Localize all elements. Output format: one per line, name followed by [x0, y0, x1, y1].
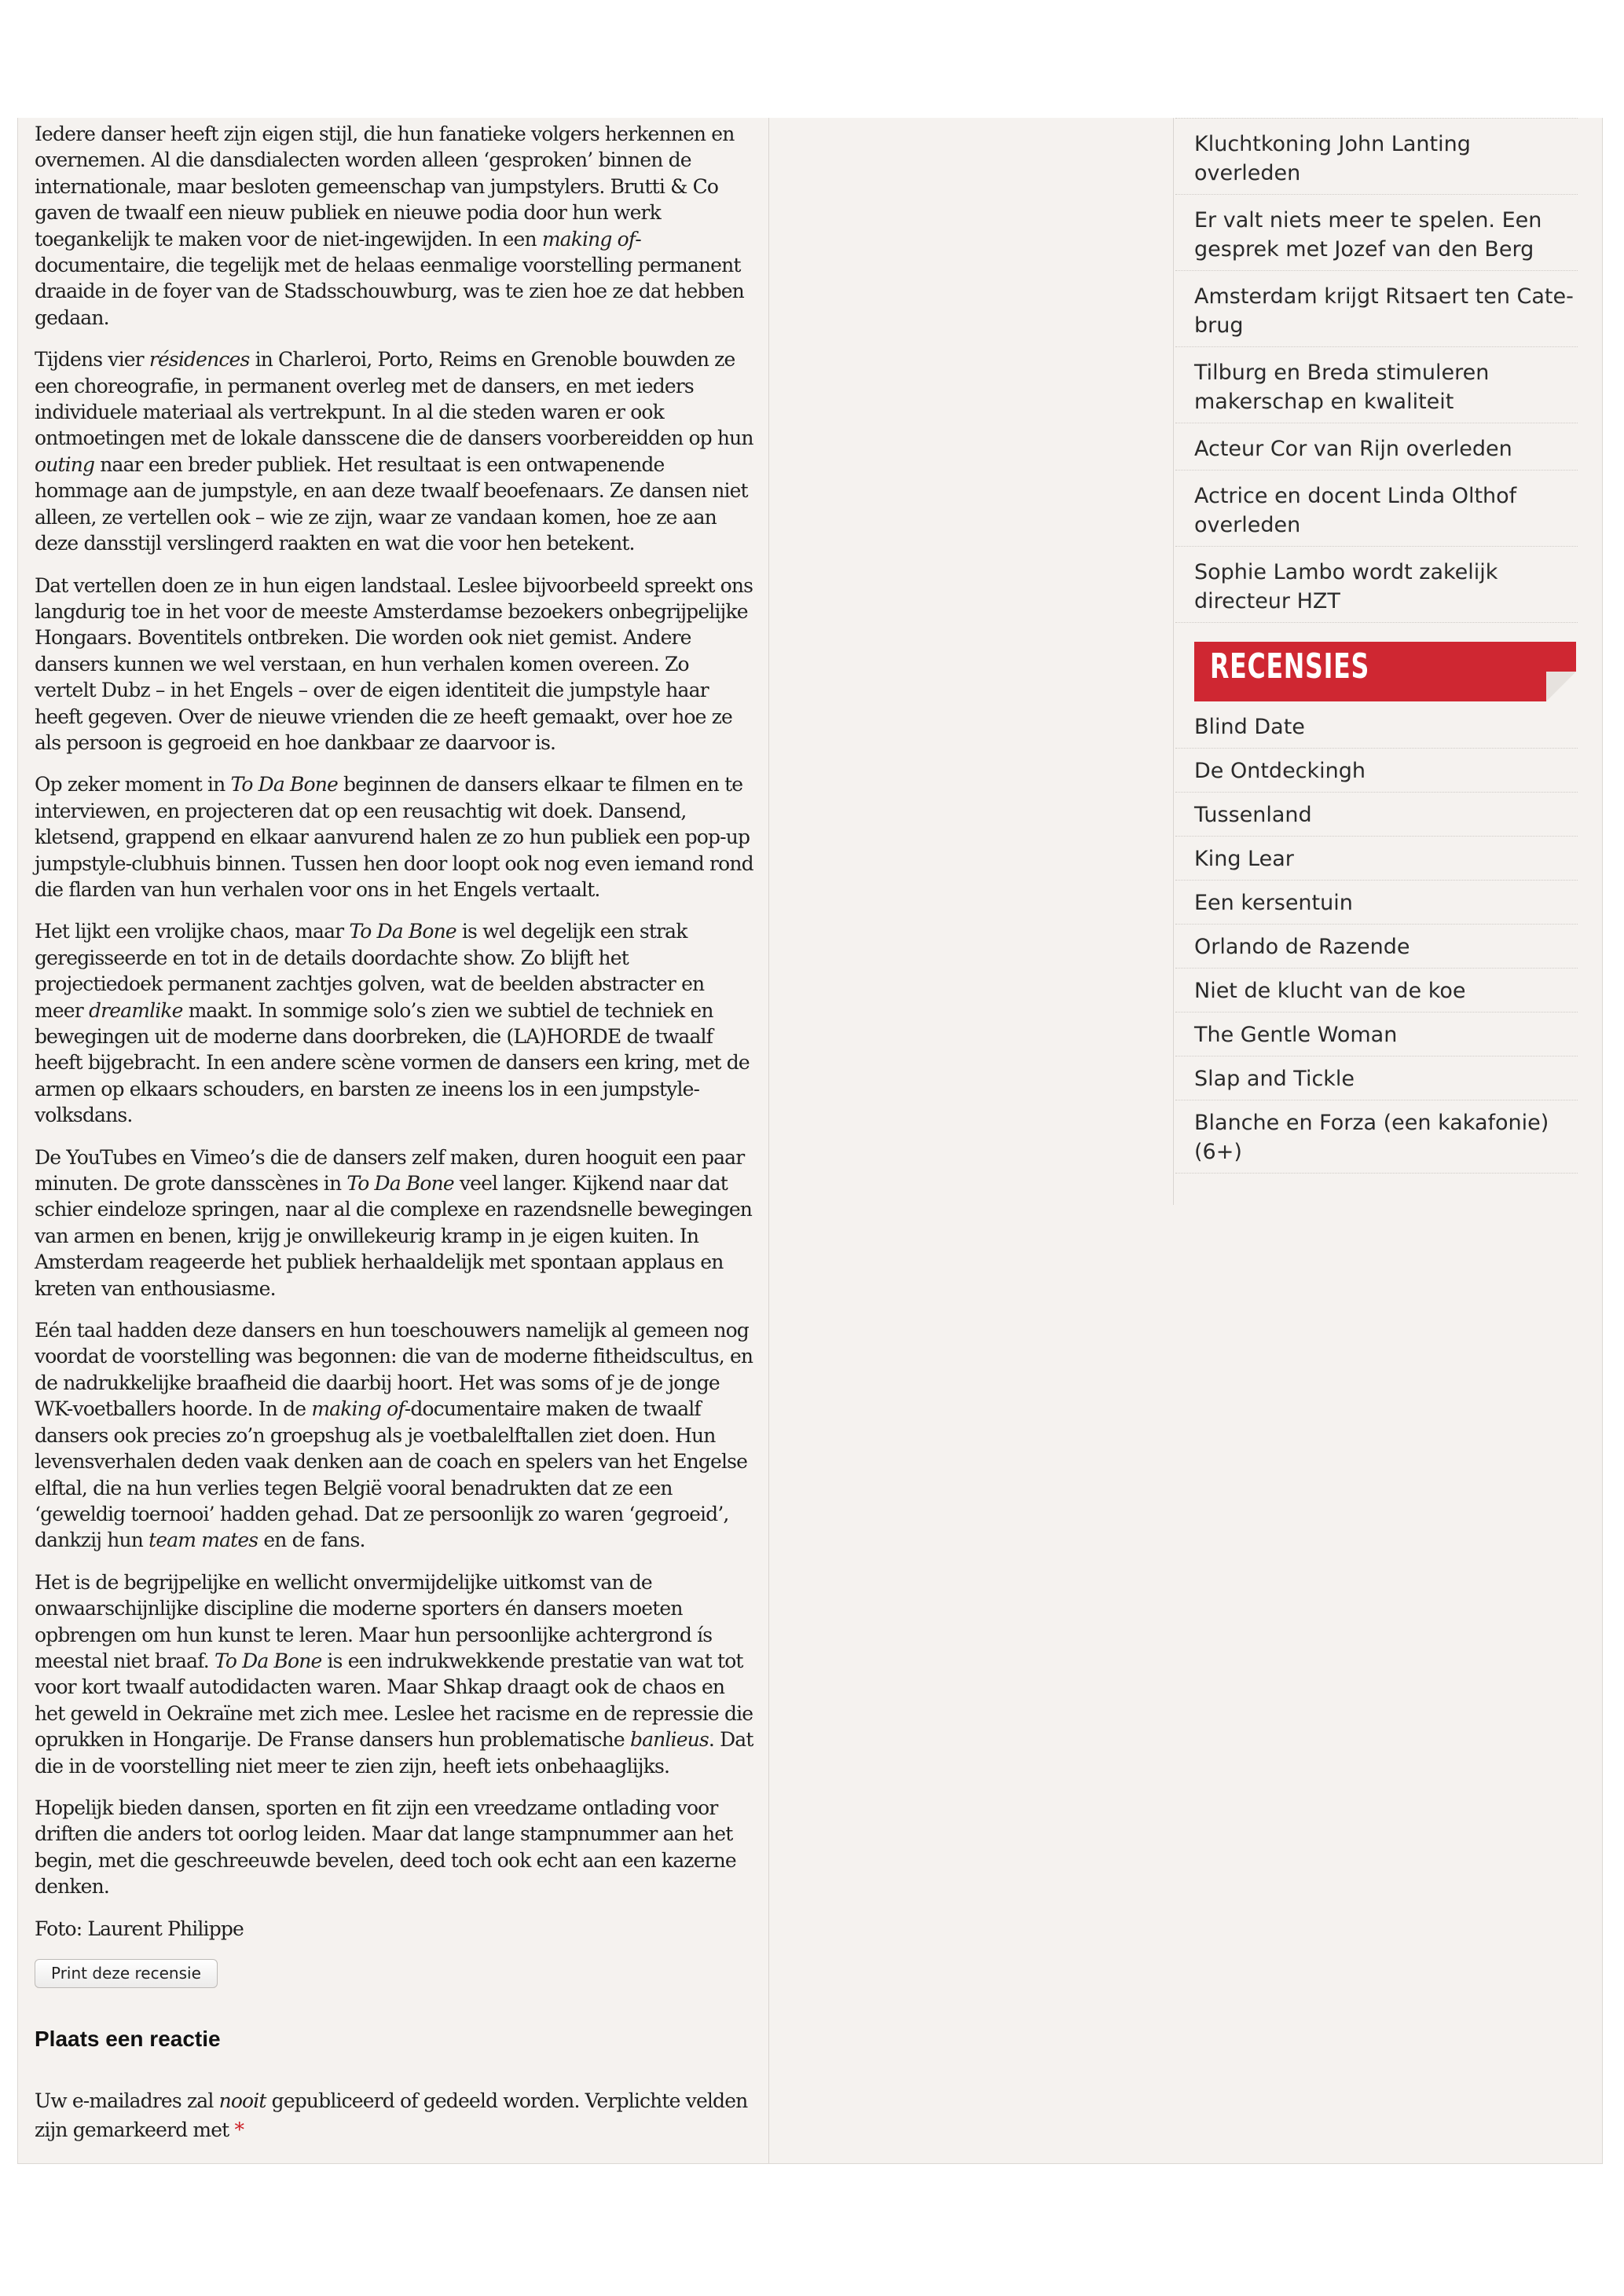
emphasized-text: banlieus — [629, 1728, 709, 1752]
paragraph-text: Het is de begrijpelijke en wellicht onvermijdelijke uitkomst van de onwaarschijnlijke discipline die moderne sporters én dansers moeten opbrengen om hun kunst te leren. Maar hun persoonlijke achtergrond ís meestal niet braaf. — [35, 1570, 713, 1672]
comment-notes-emphasis: nooit — [218, 2089, 266, 2113]
article-paragraph — [35, 1144, 753, 1302]
article-paragraph — [35, 918, 753, 1128]
paragraph-text: Eén taal hadden deze dansers en hun toeschouwers namelijk al gemeen nog voordat de voorstelling was begonnen: die van de moderne fitheidscultus, en de nadrukkelijke braafheid die daarbij hoort. Het was soms of je de jonge WK-voetballers hoorde. In de — [35, 1319, 753, 1421]
recensies-heading: RECENSIES — [1210, 646, 1369, 687]
comment-notes-prefix: Uw e-mailadres zal — [35, 2089, 219, 2113]
review-link[interactable]: King Lear — [1175, 837, 1578, 881]
paragraph-text: -documentaire, die tegelijk met de helaas eenmalige voorstelling permanent draaide in de foyer van de Stadsschouwburg, was te zien hoe ze dat hebben gedaan. — [35, 227, 744, 329]
paragraph-text: . Dat die in de voorstelling niet meer te zien zijn, heeft iets onbehaaglijks. — [35, 1728, 753, 1778]
article-paragraph — [35, 771, 753, 903]
paragraph-text: is wel degelijk een strak geregisseerde en tot in de details doordachte show. Zo blijft het projectiedoek permanent zachtjes golven, wat de beelden abstracter en meer — [35, 920, 705, 1022]
review-link[interactable]: Tussenland — [1175, 793, 1578, 837]
emphasized-text: outing — [35, 452, 95, 476]
news-link[interactable]: Acteur Cor van Rijn overleden — [1175, 423, 1578, 471]
sidebar-rule — [1173, 118, 1174, 1205]
emphasized-text: making of — [541, 227, 636, 251]
review-link[interactable]: Niet de klucht van de koe — [1175, 969, 1578, 1013]
review-link[interactable]: Blanche en Forza (een kakafonie) (6+) — [1175, 1100, 1578, 1174]
comment-notes-suffix: gepubliceerd of gedeeld worden. Verplichte velden zijn gemarkeerd met — [35, 2089, 748, 2142]
news-link[interactable]: Actrice en docent Linda Olthof overleden — [1175, 471, 1578, 547]
article-paragraph — [35, 1569, 753, 1779]
review-link[interactable]: Een kersentuin — [1175, 881, 1578, 925]
article-body — [35, 121, 753, 2144]
print-review-button[interactable]: Print deze recensie — [35, 1959, 218, 1988]
emphasized-text: team mates — [148, 1529, 258, 1552]
paragraph-text: en de fans. — [258, 1529, 365, 1552]
paragraph-text: Hopelijk bieden dansen, sporten en fit zijn een vreedzame ontlading voor driften die anders tot oorlog leiden. Maar dat lange stampnummer aan het begin, met die geschreeuwde bevelen, deed toch ook echt aan een kazerne denken. — [35, 1796, 736, 1899]
article-paragraph — [35, 346, 753, 556]
article-paragraph — [35, 573, 753, 756]
paragraph-text: De YouTubes en Vimeo’s die de dansers zelf maken, duren hooguit een paar minuten. De grote dansscènes in — [35, 1145, 745, 1196]
paragraph-text: in Charleroi, Porto, Reims en Grenoble bouwden ze een choreografie, in permanent overleg met de dansers, en met ieders individuele materiaal als vertrekpunt. In al die steden waren er ook ontmoetingen met de lokale dansscene die de dansers voorbereidden op hun — [35, 348, 753, 450]
column-divider — [768, 118, 769, 2163]
review-link[interactable]: Blind Date — [1175, 701, 1578, 749]
emphasized-text: To Da Bone — [346, 1172, 454, 1196]
article-paragraph — [35, 121, 753, 331]
review-list — [1175, 701, 1578, 1174]
news-link[interactable]: Kluchtkoning John Lanting overleden — [1175, 119, 1578, 195]
review-link[interactable]: Orlando de Razende — [1175, 925, 1578, 969]
emphasized-text: To Da Bone — [214, 1649, 322, 1672]
paragraph-text: Foto: Laurent Philippe — [35, 1917, 244, 1940]
comment-notes — [35, 2086, 753, 2144]
emphasized-text: To Da Bone — [349, 920, 456, 943]
emphasized-text: To Da Bone — [230, 773, 338, 796]
article-paragraph — [35, 1317, 753, 1554]
article-paragraph — [35, 1916, 753, 1942]
paragraph-text: is een indrukwekkende prestatie van wat tot voor kort twaalf autodidacten waren. Maar Shkap draagt ook de chaos en het geweld in Oekraïne met zich mee. Leslee het racisme en de repressie die oprukken in Hongarije. De Franse dansers hun problematische — [35, 1649, 753, 1752]
emphasized-text: dreamlike — [88, 998, 183, 1022]
news-link[interactable]: Tilburg en Breda stimuleren makerschap en kwaliteit — [1175, 347, 1578, 423]
paragraph-text: Iedere danser heeft zijn eigen stijl, die hun fanatieke volgers herkennen en overnemen. Al die dansdialecten worden alleen ‘gesproken’ binnen de internationale, maar besloten gemeenschap van jumpstylers. Brutti & Co gaven de twaalf een nieuw publiek en nieuwe podia door hun werk toegankelijk te maken voor de niet-ingewijden. In een — [35, 123, 735, 251]
article-paragraph — [35, 1795, 753, 1900]
sidebar — [1175, 118, 1578, 1218]
review-link[interactable]: De Ontdeckingh — [1175, 749, 1578, 793]
paragraph-text: Het lijkt een vrolijke chaos, maar — [35, 920, 350, 943]
paragraph-text: Tijdens vier — [35, 348, 149, 372]
news-list — [1175, 118, 1578, 623]
review-link[interactable]: Slap and Tickle — [1175, 1056, 1578, 1100]
paragraph-text: naar een breder publiek. Het resultaat is een ontwapenende hommage aan de jumpstyle, en aan deze twaalf beoefenaars. Ze dansen niet alleen, ze vertellen ook – wie ze zijn, waar ze vandaan komen, hoe ze aan deze dansstijl verslingerd raakten en wat die voor hen betekent. — [35, 452, 748, 555]
news-link[interactable]: Er valt niets meer te spelen. Een gesprek met Jozef van den Berg — [1175, 195, 1578, 271]
comment-form-title: Plaats een reactie — [35, 2027, 221, 2051]
article-paragraphs — [35, 121, 753, 1942]
recensies-header — [1194, 642, 1576, 701]
news-link[interactable]: Amsterdam krijgt Ritsaert ten Cate-brug — [1175, 271, 1578, 347]
required-marker: * — [234, 2118, 244, 2142]
page-curl-icon — [1546, 672, 1576, 701]
paragraph-text: maakt. In sommige solo’s zien we subtiel de techniek en bewegingen uit de moderne dans doorbreken, die (LA)HORDE de twaalf heeft bijgebracht. In een andere scène vormen de dansers een kring, met de armen op elkaars schouders, en barsten ze ineens los in een jumpstyle-volksdans. — [35, 998, 750, 1127]
paragraph-text: veel langer. Kijkend naar dat schier eindeloze springen, naar al die complexe en razendsnelle bewegingen van armen en benen, krijg je onwillekeurig kramp in je eigen kuiten. In Amsterdam reageerde het publiek herhaaldelijk met spontaan applaus en kreten van enthousiasme. — [35, 1172, 753, 1300]
news-link[interactable]: Sophie Lambo wordt zakelijk directeur HZT — [1175, 547, 1578, 623]
review-link[interactable]: The Gentle Woman — [1175, 1013, 1578, 1056]
emphasized-text: making of — [311, 1397, 405, 1421]
paragraph-text: Op zeker moment in — [35, 773, 231, 796]
emphasized-text: résidences — [148, 348, 250, 372]
paragraph-text: Dat vertellen doen ze in hun eigen landstaal. Leslee bijvoorbeeld spreekt ons langdurig toe in het voor de meeste Amsterdamse bezoekers onbegrijpelijke Hongaars. Boventitels ontbreken. Die worden ook niet gemist. Andere dansers kunnen we wel verstaan, en hun verhalen komen overeen. Zo vertelt Dubz – in het Engels – over de eigen identiteit die jumpstyle haar heeft gegeven. Over de nieuwe vrienden die ze heeft gemaakt, over hoe ze als persoon is gegroeid en hoe dankbaar ze daarvoor is. — [35, 573, 753, 754]
paragraph-text: -documentaire maken de twaalf dansers ook precies zo’n groepshug als je voetbalelftallen ziet doen. Hun levensverhalen deden vaak denken aan de coach en spelers van het Engelse elftal, die na hun verlies tegen België vooral benadrukten dat ze een ‘geweldig toernooi’ hadden gehad. Dat ze persoonlijk zo waren ‘gegroeid’, dankzij hun — [35, 1397, 748, 1552]
paragraph-text: beginnen de dansers elkaar te filmen en te interviewen, en projecteren dat op een reusachtig wit doek. Dansend, kletsend, grappend en elkaar aanvurend halen ze zo hun publiek een pop-up jumpstyle-clubhuis binnen. Tussen hen door loopt ook nog even iemand rond die flarden van hun verhalen voor ons in het Engels vertaalt. — [35, 773, 753, 901]
